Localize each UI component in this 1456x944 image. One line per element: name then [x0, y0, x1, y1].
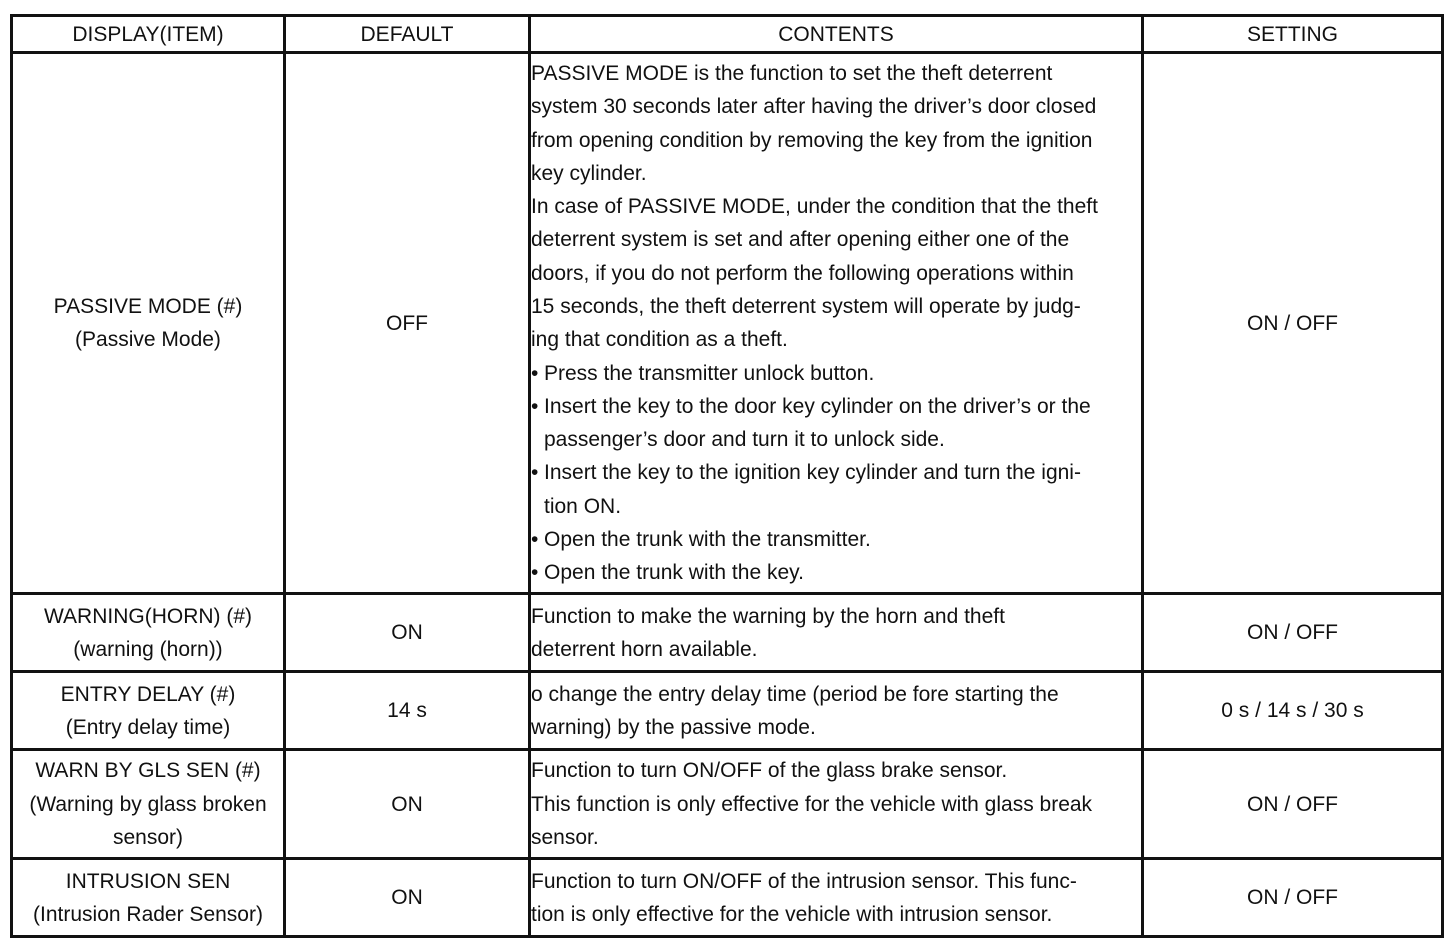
- header-contents: CONTENTS: [530, 16, 1143, 53]
- contents-line: Function to turn ON/OFF of the intrusion sensor. This func-: [531, 869, 1077, 893]
- bullet-item: [531, 556, 1141, 589]
- bullet-icon: •: [531, 561, 539, 585]
- contents-line: key cylinder.: [531, 161, 647, 185]
- contents-line: system 30 seconds later after having the driver’s door closed: [531, 95, 1097, 119]
- setting-cell: ON / OFF: [1143, 750, 1443, 859]
- item-description: (Passive Mode): [75, 328, 221, 352]
- item-description: sensor): [112, 825, 184, 849]
- contents-cell: [530, 594, 1143, 672]
- contents-line: sensor.: [531, 825, 599, 849]
- item-description: (Intrusion Rader Sensor): [33, 902, 263, 926]
- bullet-text: Insert the key to the door key cylinder on the driver’s or the: [544, 394, 1091, 418]
- contents-line: ing that condition as a theft.: [531, 328, 788, 352]
- contents-cell: [530, 750, 1143, 859]
- bullet-icon: •: [531, 394, 539, 418]
- table-row: [12, 672, 1443, 750]
- setting-cell: ON / OFF: [1143, 859, 1443, 937]
- item-cell: [12, 750, 285, 859]
- contents-line: In case of PASSIVE MODE, under the condition that the theft: [531, 195, 1098, 219]
- bullet-item: [531, 523, 1141, 556]
- header-display-item: DISPLAY(ITEM): [12, 16, 285, 53]
- contents-line: deterrent horn available.: [531, 637, 758, 661]
- settings-table: [10, 14, 1444, 938]
- contents-line: o change the entry delay time (period be fore starting the: [531, 682, 1059, 706]
- setting-cell: ON / OFF: [1143, 594, 1443, 672]
- table-row: [12, 53, 1443, 594]
- contents-line: tion is only effective for the vehicle with intrusion sensor.: [531, 902, 1053, 926]
- table-row: [12, 750, 1443, 859]
- item-description: (warning (horn)): [73, 637, 223, 661]
- bullet-item: [531, 456, 1141, 523]
- contents-line: Function to make the warning by the horn and theft: [531, 604, 1005, 628]
- bullet-text: Open the trunk with the key.: [544, 561, 804, 585]
- contents-line: 15 seconds, the theft deterrent system will operate by judg-: [531, 295, 1081, 318]
- item-name: INTRUSION SEN: [65, 869, 231, 893]
- item-description: (Warning by glass broken: [29, 792, 267, 816]
- bullet-item: [531, 357, 1141, 390]
- item-cell: [12, 672, 285, 750]
- default-cell: ON: [285, 750, 530, 859]
- default-cell: ON: [285, 859, 530, 937]
- setting-cell: ON / OFF: [1143, 53, 1443, 594]
- bullet-text: tion ON.: [544, 494, 622, 518]
- item-name: PASSIVE MODE (#): [53, 295, 243, 318]
- bullet-icon: •: [531, 461, 539, 485]
- bullet-icon: •: [531, 528, 539, 552]
- contents-line: Function to turn ON/OFF of the glass brake sensor.: [531, 759, 1008, 783]
- bullet-icon: •: [531, 361, 539, 385]
- item-cell: [12, 594, 285, 672]
- bullet-text: Insert the key to the ignition key cylinder and turn the igni-: [544, 461, 1081, 485]
- contents-line: deterrent system is set and after opening either one of the: [531, 228, 1070, 252]
- setting-cell: 0 s / 14 s / 30 s: [1143, 672, 1443, 750]
- contents-cell: [530, 672, 1143, 750]
- item-cell: [12, 53, 285, 594]
- default-cell: OFF: [285, 53, 530, 594]
- contents-cell: [530, 53, 1143, 594]
- contents-line: doors, if you do not perform the following operations within: [531, 261, 1074, 285]
- item-name: WARN BY GLS SEN (#): [35, 759, 261, 783]
- table-row: [12, 594, 1443, 672]
- contents-line: from opening condition by removing the key from the ignition: [531, 128, 1093, 152]
- item-name: ENTRY DELAY (#): [60, 682, 236, 706]
- contents-line: PASSIVE MODE is the function to set the theft deterrent: [531, 61, 1053, 85]
- default-cell: ON: [285, 594, 530, 672]
- header-setting: SETTING: [1143, 16, 1443, 53]
- contents-line: warning) by the passive mode.: [531, 715, 816, 739]
- default-cell: 14 s: [285, 672, 530, 750]
- bullet-item: [531, 390, 1141, 457]
- bullet-text: Press the transmitter unlock button.: [544, 361, 875, 385]
- item-cell: [12, 859, 285, 937]
- header-row: [12, 16, 1443, 53]
- bullet-text: passenger’s door and turn it to unlock side.: [544, 428, 945, 452]
- bullet-text: Open the trunk with the transmitter.: [544, 528, 871, 552]
- item-name: WARNING(HORN) (#): [43, 604, 253, 628]
- header-default: DEFAULT: [285, 16, 530, 53]
- contents-line: This function is only effective for the vehicle with glass break: [531, 792, 1093, 816]
- table-row: [12, 859, 1443, 937]
- contents-cell: [530, 859, 1143, 937]
- item-description: (Entry delay time): [65, 715, 231, 739]
